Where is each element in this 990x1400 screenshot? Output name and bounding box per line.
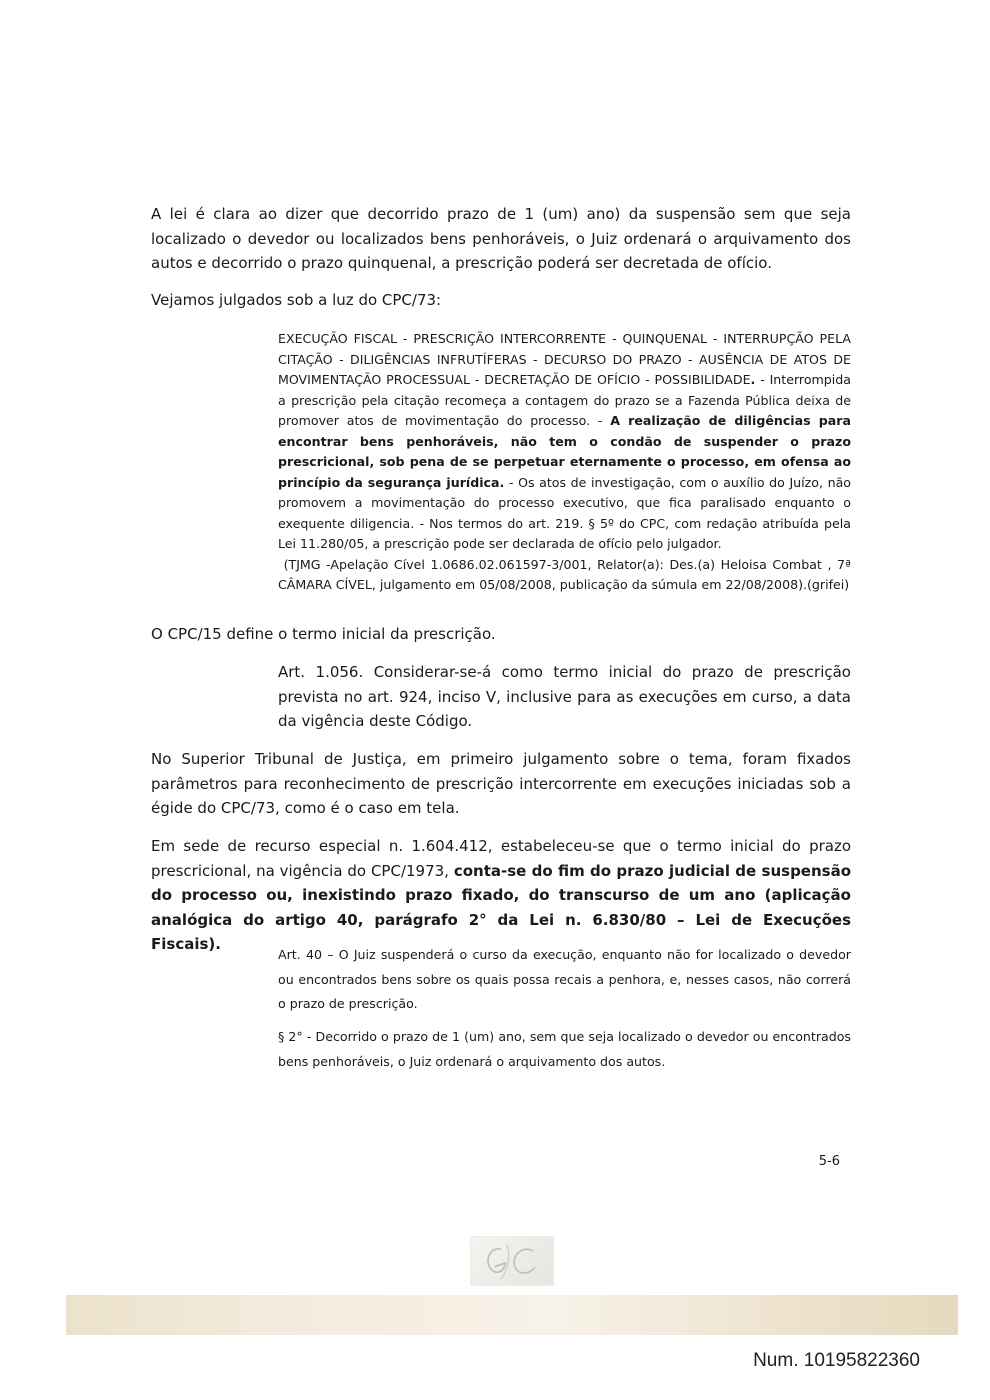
quote-art-1056: Art. 1.056. Considerar-se-á como termo inicial do prazo de prescrição prevista no art. 924, inciso V, inclusive para as execuções em curso, a data da vigência deste Código. [278, 663, 851, 730]
document-number: Num. 10195822360 [753, 1350, 920, 1371]
quote-tjmg-ruling [278, 329, 851, 596]
recurso-text: Em sede de recurso especial n. 1.604.412, estabeleceu-se que o termo inicial do prazo prescricional, na vigência do CPC/1973, [151, 837, 851, 880]
ruling-citation: (TJMG -Apelação Cível 1.0686.02.061597-3/001, Relator(a): Des.(a) Heloisa Combat , 7ª CÂMARA CÍVEL, julgamento em 05/08/2008, publicação da súmula em 22/08/2008).(grifei) [278, 556, 851, 592]
quote-art-40-paragraph-2: § 2° - Decorrido o prazo de 1 (um) ano, sem que seja localizado o devedor ou encontrados bens penhoráveis, o Juiz ordenará o arquivamento dos autos. [278, 1029, 851, 1069]
ruling-bold-excerpt: A realização de diligências para encontrar bens penhoráveis, não tem o condão de suspender o prazo prescricional, sob pena de se perpetuar eternamente o processo, em ofensa ao princípio da segurança jurídica. [278, 413, 852, 490]
paragraph-intro-jurisprudence: Vejamos julgados sob a luz do CPC/73: [151, 291, 442, 309]
ruling-text-part1: - Interrompida a prescrição pela citação recomeça a contagem do prazo se a Fazenda Pública deixa de promover atos de movimentação do processo. - [278, 372, 851, 428]
ruling-text-part2: - Os atos de investigação, com o auxílio do Juízo, não promovem a movimentação do processo executivo, que fica paralisado enquanto o exequente diligencia. - Nos termos do art. 219. § 5º do CPC, com redação atribuída pela Lei 11.280/05, a prescrição pode ser declarada de ofício pelo julgador. [278, 474, 851, 551]
firm-logo [470, 1236, 554, 1286]
ruling-ementa: EXECUÇÃO FISCAL - PRESCRIÇÃO INTERCORRENTE - QUINQUENAL - INTERRUPÇÃO PELA CITAÇÃO - DILIGÊNCIAS INFRUTÍFERAS - DECURSO DO PRAZO - AUSÊNCIA DE ATOS DE MOVIMENTAÇÃO PROCESSUAL - DECRETAÇÃO DE OFÍCIO - POSSIBILIDADE [278, 331, 851, 387]
recurso-bold-text: conta-se do fim do prazo judicial de suspensão do processo ou, inexistindo prazo fixado, do transcurso de um ano (aplicação analógica do artigo 40, parágrafo 2° da Lei n. 6.830/80 – Lei de Execuções Fiscais). [151, 861, 852, 953]
paragraph-prescription-law: A lei é clara ao dizer que decorrido prazo de 1 (um) ano) da suspensão sem que seja localizado o devedor ou localizados bens penhoráveis, o Juiz ordenará o arquivamento dos autos e decorrido o prazo quinquenal, a prescrição poderá ser decretada de ofício. [151, 205, 851, 272]
paragraph-cpc15: O CPC/15 define o termo inicial da prescrição. [151, 625, 496, 643]
footer-band [66, 1295, 958, 1335]
page-number: 5-6 [818, 1154, 840, 1169]
paragraph-recurso-especial [151, 834, 851, 957]
firm-logo-monogram-icon [471, 1237, 553, 1285]
quote-art-40: Art. 40 – O Juiz suspenderá o curso da execução, enquanto não for localizado o devedor ou encontrados bens sobre os quais possa recais a penhora, e, nesses casos, não correrá o prazo de prescrição. [278, 947, 851, 1011]
ruling-ementa-end: . [750, 372, 756, 387]
paragraph-stj: No Superior Tribunal de Justiça, em primeiro julgamento sobre o tema, foram fixados parâmetros para reconhecimento de prescrição intercorrente em execuções iniciadas sob a égide do CPC/73, como é o caso em tela. [151, 750, 851, 817]
